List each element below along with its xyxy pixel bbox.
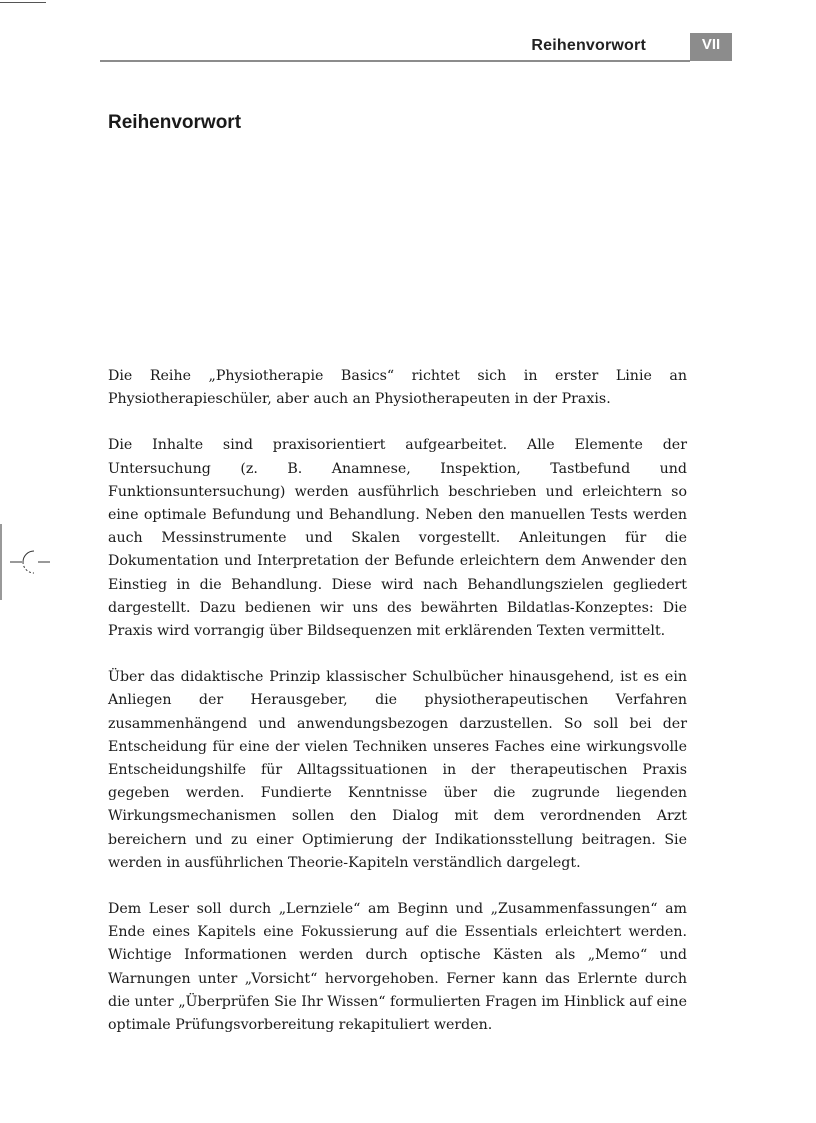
paragraph-1: Die Reihe „Physiotherapie Basics“ richtet sich in erster Linie an Physiotherapieschüler, aber auch an Physiotherapeuten in der Praxis. xyxy=(108,368,687,408)
body-text xyxy=(108,365,687,1060)
page-number-badge: VII xyxy=(690,33,732,61)
running-header-title: Reihenvorwort xyxy=(531,37,646,54)
registration-mark-icon xyxy=(0,524,60,604)
paragraph-2: Die Inhalte sind praxisorientiert aufgearbeitet. Alle Elemente der Untersuchung (z. B. Anamnese, Inspektion, Tastbefund und Funktionsuntersuchung) werden ausführlich beschrieben und erleichtern so eine optimale Befundung und Behandlung. Neben den manuellen Tests werden auch Messinstrumente und Skalen vorgestellt. Anleitungen für die Dokumentation und Interpretation der Befunde erleichtern dem Anwender den Einstieg in die Behandlung. Diese wird nach Behandlungszielen gegliedert dargestellt. Dazu bedienen wir uns des bewährten Bildatlas-Konzeptes: Die Praxis wird vorrangig über Bildsequenzen mit erklärenden Texten vermittelt. xyxy=(108,437,687,640)
chapter-title: Reihenvorwort xyxy=(108,112,242,133)
paragraph-4: Dem Leser soll durch „Lernziele“ am Beginn und „Zusammenfassungen“ am Ende eines Kapitels eine Fokussierung auf die Essentials erleichtert werden. Wichtige Informationen werden durch optische Kästen als „Memo“ und Warnungen unter „Vorsicht“ hervorgehoben. Ferner kann das Erlernte durch die unter „Überprüfen Sie Ihr Wissen“ formulierten Fragen im Hinblick auf eine optimale Prüfungsvorbereitung rekapituliert werden. xyxy=(108,901,687,1034)
running-header xyxy=(100,33,732,61)
corner-trim-rule xyxy=(0,2,46,3)
paragraph-3: Über das didaktische Prinzip klassischer Schulbücher hinausgehend, ist es ein Anliegen der Herausgeber, die physiotherapeutischen Verfahren zusammenhängend und anwendungsbezogen darzustellen. So soll bei der Entscheidung für eine der vielen Techniken unseres Faches eine wirkungsvolle Entscheidungshilfe für Alltagssituationen in der therapeutischen Praxis gegeben werden. Fundierte Kenntnisse über die zugrunde liegenden Wirkungsmechanismen sollen den Dialog mit dem verordnenden Arzt bereichern und zu einer Optimierung der Indikationsstellung beitragen. Sie werden in ausführlichen Theorie-Kapiteln verständlich dargelegt. xyxy=(108,669,687,871)
header-rule xyxy=(100,60,690,62)
